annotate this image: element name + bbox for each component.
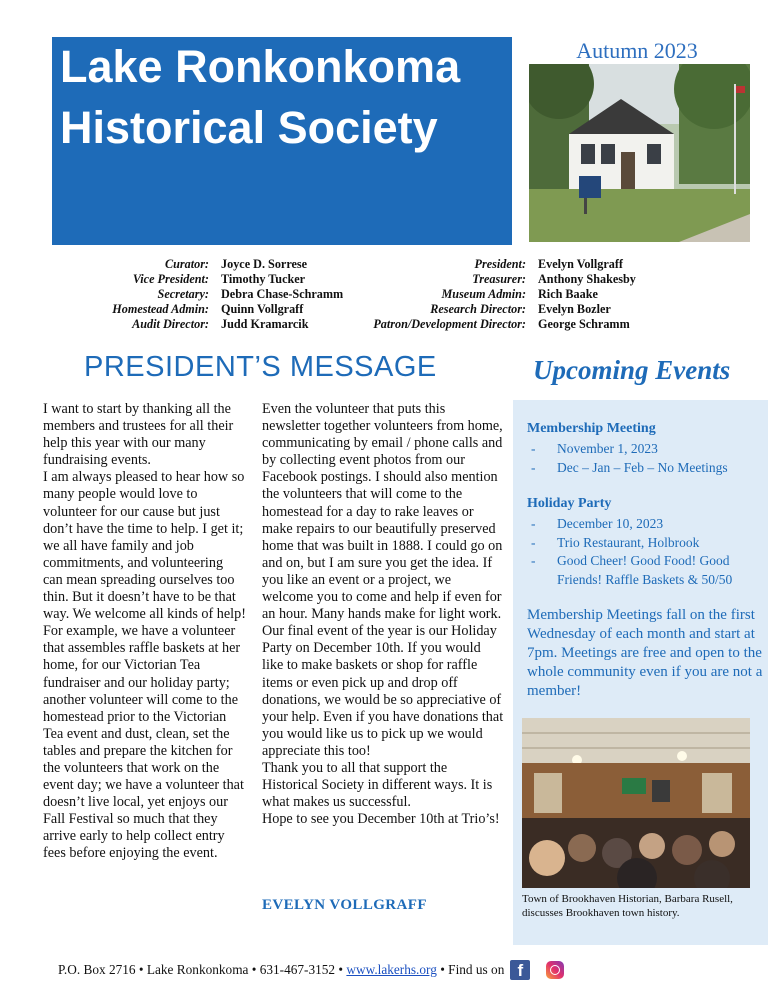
staff-role: Curator:	[164, 257, 209, 271]
membership-meeting-title: Membership Meeting	[527, 421, 656, 436]
staff-row	[60, 287, 343, 302]
website-link[interactable]: www.lakerhs.org	[346, 962, 437, 977]
staff-row	[60, 302, 343, 317]
homestead-photo	[529, 64, 750, 242]
staff-role: Research Director:	[430, 302, 526, 316]
list-item: - Trio Restaurant, Holbrook	[531, 534, 700, 550]
meeting-note: Membership Meetings fall on the first Wednesday of each month and start at 7pm. Meetings are free and open to the whole community even if you are not a member!	[527, 607, 763, 699]
title-banner	[52, 37, 512, 245]
message-column-1	[43, 401, 246, 863]
staff-name: Judd Kramarcik	[221, 317, 309, 331]
list-item: - November 1, 2023	[531, 441, 658, 456]
message-paragraph: Even the volunteer that puts this newsletter together volunteers from home, communicating by email / phone calls and by collecting event photos from our Facebook postings. I should also mention the volunteers that will come to the homestead for a day to rake leaves or make repairs to our beautifully preserved home that was built in 1888. I could go on and on, but I am sure you get the idea. If you like an event or a project, we welcome you to come and help if even for an hour. Many hands make for light work.	[262, 401, 503, 623]
events-panel	[513, 400, 768, 945]
meeting-photo	[522, 718, 750, 888]
list-item: - December 10, 2023	[531, 516, 664, 531]
staff-name: George Schramm	[538, 317, 630, 331]
footer-address: P.O. Box 2716 • Lake Ronkonkoma • 631-467-3152 •	[58, 962, 344, 977]
staff-name: Timothy Tucker	[221, 272, 306, 286]
staff-list-right	[340, 257, 636, 332]
staff-name: Evelyn Vollgraff	[538, 257, 623, 271]
staff-name: Anthony Shakesby	[538, 272, 636, 286]
staff-name: Evelyn Bozler	[538, 302, 611, 316]
staff-row	[60, 272, 343, 287]
photo-caption: Town of Brookhaven Historian, Barbara Rusell, discusses Brookhaven town history.	[522, 893, 733, 919]
staff-role: Vice President:	[132, 272, 209, 286]
staff-row	[340, 272, 636, 287]
instagram-icon[interactable]	[546, 961, 564, 979]
message-paragraph: I want to start by thanking all the members and trustees for all their help this year with our many fundraising events.	[43, 401, 234, 469]
staff-row	[60, 317, 343, 332]
message-paragraph: Hope to see you December 10th at Trio’s!	[262, 811, 500, 828]
staff-role: Homestead Admin:	[112, 302, 209, 316]
footer	[58, 960, 564, 980]
presidents-message-heading: PRESIDENT’S MESSAGE	[84, 351, 437, 383]
staff-row	[340, 317, 636, 332]
staff-name: Debra Chase-Schramm	[221, 287, 344, 301]
upcoming-events-heading: Upcoming Events	[533, 355, 731, 385]
footer-find-us: • Find us on	[440, 962, 505, 977]
message-paragraph: I am always pleased to hear how so many people would love to volunteer for our cause but just don’t have the time to help. I get it; we all have family and job commitments, and volunteering can mean spreading ourselves too thin. But it doesn’t have to be that way. We welcome all kinds of help! For example, we have a volunteer that assembles raffle baskets at her home, for our Victorian Tea fundraiser and our holiday party; another volunteer will come to the homestead prior to the Victorian Tea event and dust, clean, set the tables and prepare the kitchen for the volunteers that work on the event day; we have a volunteer that doesn’t live local, yet enjoys our Fall Festival so much that they arrive early to help collect entry fees before enjoying the event.	[43, 469, 246, 862]
staff-role: Treasurer:	[472, 272, 526, 286]
staff-role: Patron/Development Director:	[373, 317, 526, 331]
staff-role: Audit Director:	[132, 317, 209, 331]
list-item: - Dec – Jan – Feb – No Meetings	[531, 459, 728, 475]
title-line-2: Historical Society	[60, 102, 438, 153]
season-label: Autumn 2023	[576, 38, 698, 63]
staff-name: Quinn Vollgraff	[221, 302, 304, 316]
holiday-party-list	[531, 515, 761, 589]
message-column-2	[262, 401, 504, 828]
staff-name: Joyce D. Sorrese	[221, 257, 308, 271]
list-item: - Good Cheer! Good Food! Good Friends! Raffle Baskets & 50/50	[531, 553, 733, 587]
staff-role: Secretary:	[157, 287, 209, 301]
staff-name: Rich Baake	[538, 287, 598, 301]
signature: EVELYN VOLLGRAFF	[262, 897, 427, 913]
staff-row	[340, 302, 636, 317]
holiday-party-title: Holiday Party	[527, 496, 612, 511]
title-line-1: Lake Ronkonkoma	[60, 41, 461, 92]
staff-row	[340, 287, 636, 302]
staff-row	[340, 257, 636, 272]
membership-meeting-list	[531, 440, 761, 477]
message-paragraph: Our final event of the year is our Holiday Party on December 10th. If you would like to make baskets or shop for raffle items or even pick up and drop off donations, we would be so appreciative of your help. Even if you have donations that you would like us to pick up we would appreciate this too!	[262, 623, 504, 759]
message-paragraph: Thank you to all that support the Historical Society in different ways. It is what makes us successful.	[262, 759, 493, 811]
staff-row	[60, 257, 343, 272]
staff-role: Museum Admin:	[441, 287, 526, 301]
facebook-icon[interactable]: f	[510, 960, 530, 980]
staff-list-left	[60, 257, 343, 332]
staff-role: President:	[474, 257, 526, 271]
